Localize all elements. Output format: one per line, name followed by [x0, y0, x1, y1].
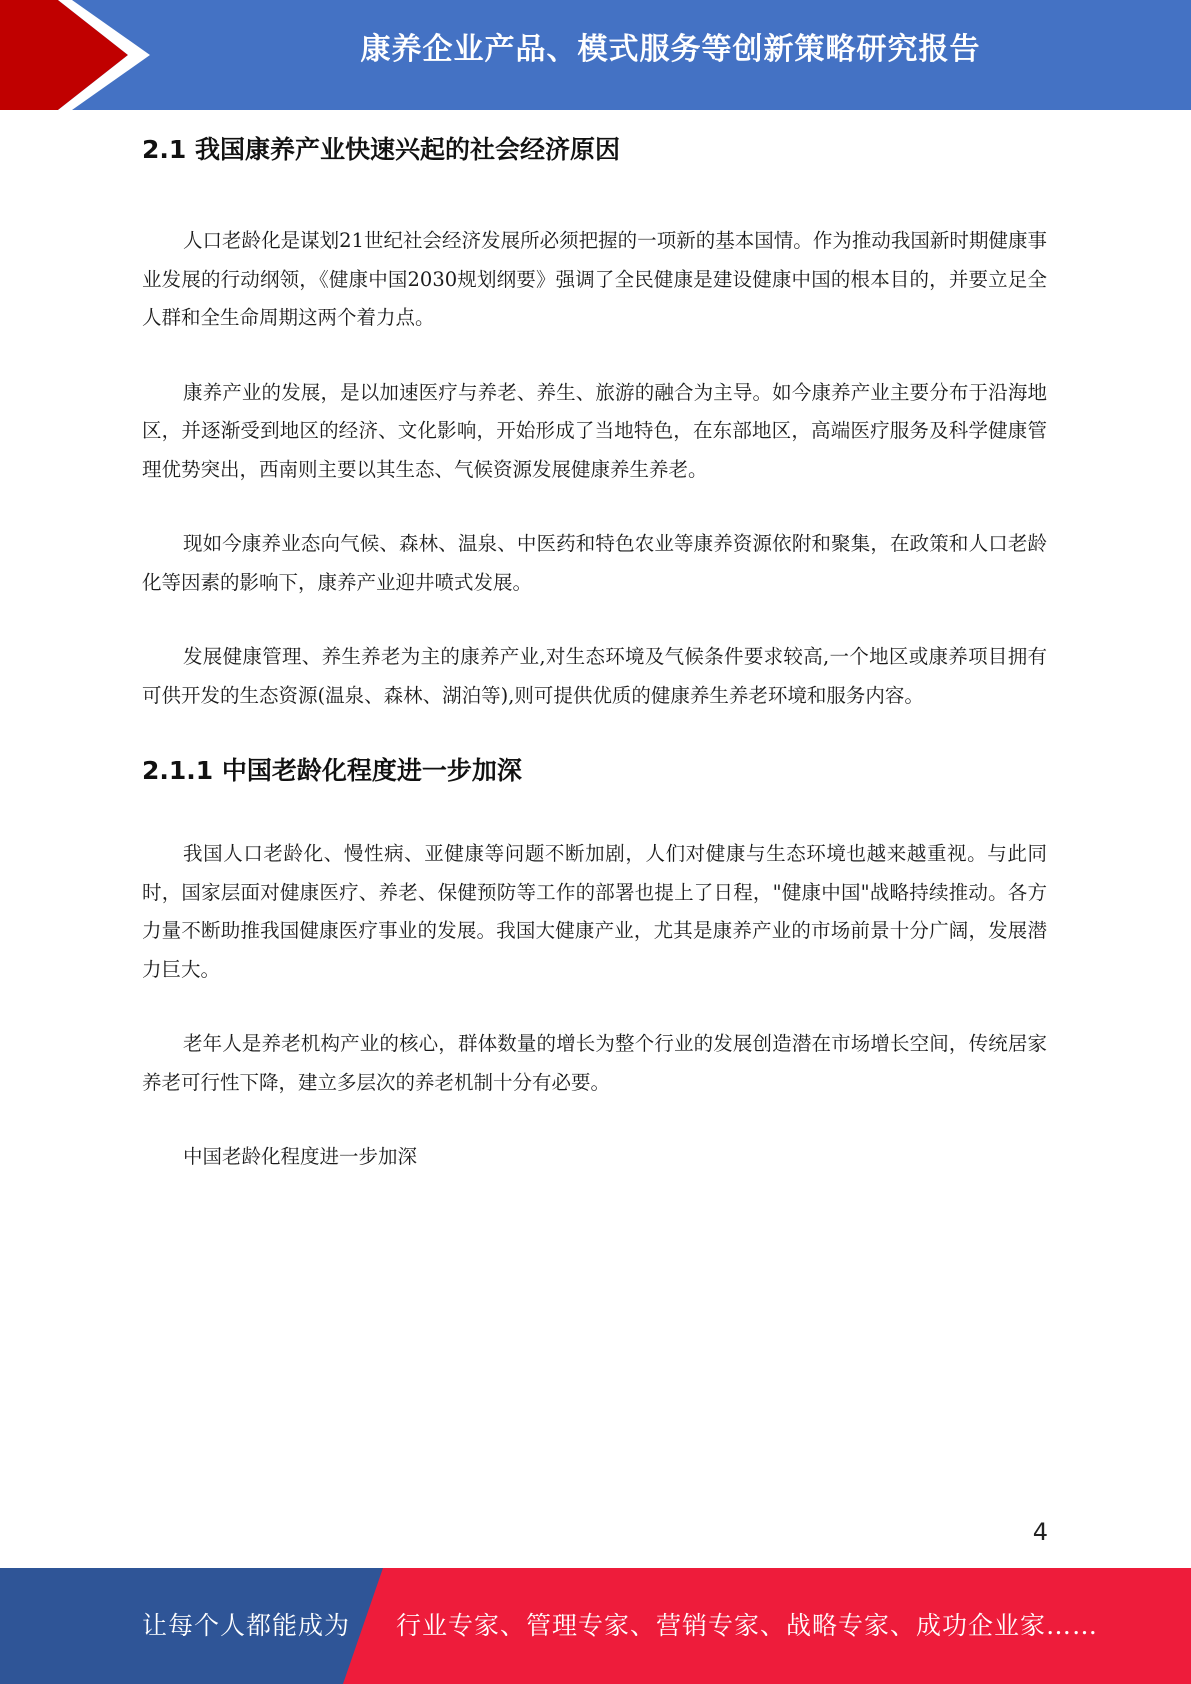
paragraph: 老年人是养老机构产业的核心，群体数量的增长为整个行业的发展创造潜在市场增长空间，传统居家养老可行性下降，建立多层次的养老机制十分有必要。 [142, 1032, 1047, 1094]
paragraph: 康养产业的发展，是以加速医疗与养老、养生、旅游的融合为主导。如今康养产业主要分布于沿海地区，并逐渐受到地区的经济、文化影响，开始形成了当地特色，在东部地区，高端医疗服务及科学健康管理优势突出，西南则主要以其生态、气候资源发展健康养生养老。 [142, 380, 1047, 481]
footer-slogan-right: 行业专家、管理专家、营销专家、战略专家、成功企业家…… [396, 1611, 1099, 1640]
footer-slogan-left: 让每个人都能成为 [142, 1611, 351, 1640]
section-2-1-1-body [142, 835, 1047, 1177]
header-title: 康养企业产品、模式服务等创新策略研究报告 [360, 32, 981, 67]
paragraph: 人口老龄化是谋划21世纪社会经济发展所必须把握的一项新的基本国情。作为推动我国新时期健康事业发展的行动纲领，《健康中国2030规划纲要》强调了全民健康是建设健康中国的根本目的，并要立足全人群和全生命周期这两个着力点。 [142, 229, 1047, 329]
document-content [142, 110, 1047, 1177]
paragraph: 我国人口老龄化、慢性病、亚健康等问题不断加剧，人们对健康与生态环境也越来越重视。与此同时，国家层面对健康医疗、养老、保健预防等工作的部署也提上了日程，"健康中国"战略持续推动。各方力量不断助推我国健康医疗事业的发展。我国大健康产业，尤其是康养产业的市场前景十分广阔，发展潜力巨大。 [142, 842, 1047, 981]
section-2-1-body [142, 222, 1047, 715]
page-header [0, 0, 1191, 110]
paragraph: 现如今康养业态向气候、森林、温泉、中医药和特色农业等康养资源依附和聚集，在政策和人口老龄化等因素的影响下，康养产业迎井喷式发展。 [142, 532, 1047, 594]
page-footer [0, 1568, 1191, 1684]
section-heading-2-1-1: 2.1.1 中国老龄化程度进一步加深 [142, 756, 522, 785]
figure-caption: 中国老龄化程度进一步加深 [183, 1145, 418, 1168]
section-heading-2-1: 2.1 我国康养产业快速兴起的社会经济原因 [142, 135, 620, 164]
header-chevron-shape [0, 0, 160, 110]
paragraph: 发展健康管理、养生养老为主的康养产业,对生态环境及气候条件要求较高,一个地区或康养项目拥有可供开发的生态资源(温泉、森林、湖泊等),则可提供优质的健康养生养老环境和服务内容。 [142, 645, 1047, 707]
page-number: 4 [1032, 1518, 1048, 1546]
